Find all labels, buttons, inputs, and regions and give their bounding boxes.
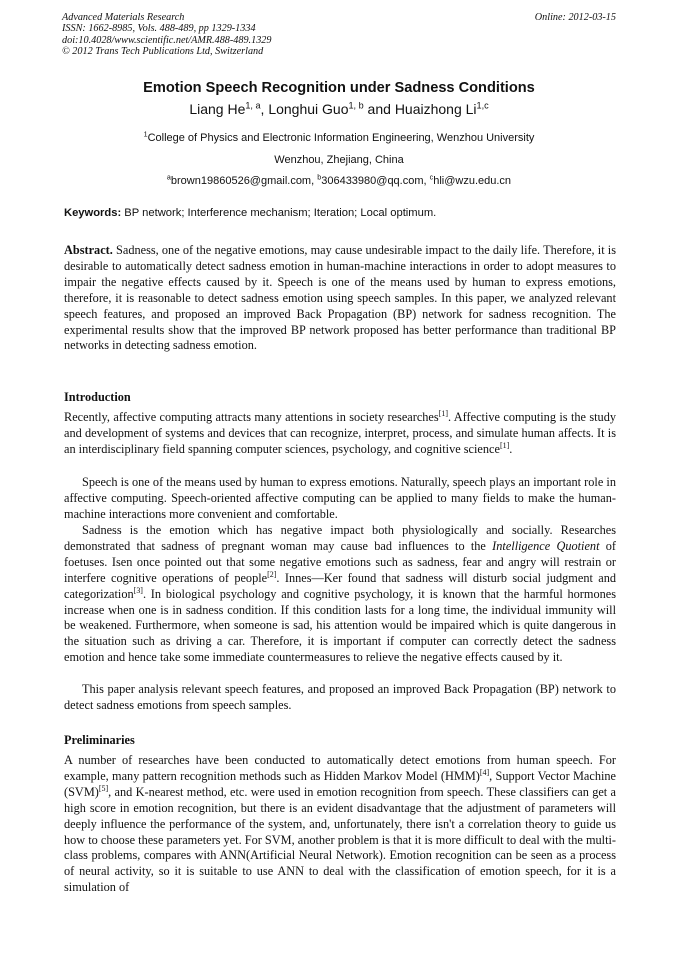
email-sup: a <box>166 173 171 182</box>
text-run: A number of researches have been conducted to automatically detect emotions from human speech. For example, many pattern recognition methods such as Hidden Markov Model (HMM) <box>64 753 616 783</box>
affiliation-sup: 1 <box>143 130 148 139</box>
email-separator: , <box>311 175 318 187</box>
text-run: , and K-nearest method, etc. were used in emotion recognition from speech. These classifiers can get a high score in emotion recognition, but there is an evident disadvantage that the adjustment of parameters will deeply influence the performance of the system, and, unfortunately, there isn't a correlation theory to guide us how to choose these parameters yet. For SVM, another problem is that it is more difficult to deal with the multi-class problems, compares with ANN(Artificial Neural Network). Emotion recognition can be seen as a process of neural activity, so it is suitable to use ANN to deal with the classification of emotion speech, for it is a simulation of <box>64 784 616 895</box>
text-run: . <box>509 441 513 456</box>
author-sup: 1,c <box>476 100 489 111</box>
intro-paragraph-2: Speech is one of the means used by human to express emotions. Naturally, speech plays an important role in affective computing. Speech-oriented affective computing can be applied to many fields to make the human-machine interactions more convenient and comfortable. <box>64 475 616 521</box>
text-run: Sadness is the emotion which has negative impact both physiologically and socially. Researches demonstrated that sadness of pregnant woman may cause bad influences to the <box>64 523 616 553</box>
email-address: hli@wzu.edu.cn <box>433 175 512 187</box>
keywords-text: BP network; Interference mechanism; Iteration; Local optimum. <box>121 207 437 219</box>
affiliation-line <box>0 132 678 144</box>
keywords-label: Keywords: <box>64 207 122 219</box>
email-address: 306433980@qq.com <box>321 175 424 187</box>
intro-paragraph-1 <box>64 410 616 458</box>
paper-title: Emotion Speech Recognition under Sadness Conditions <box>143 80 535 96</box>
intro-paragraph-4: This paper analysis relevant speech features, and proposed an improved Back Propagation (BP) network to detect sadness emotions from speech samples. <box>64 682 616 712</box>
email-separator: , <box>423 175 430 187</box>
abstract-text: Sadness, one of the negative emotions, may cause undesirable impact to the daily life. Therefore, it is desirable to automatically detect sadness emotion in human-machine interactions in order to adopt measures to impair the negative effects caused by it. Speech is one of the means used by human to express emotions, therefore, it is reasonable to detect sadness emotion using speech samples. In this paper, we analyzed relevant speech features, and proposed an improved Back Propagation (BP) network for sadness recognition. The experimental results show that the improved BP network proposed has better performance than traditional BP networks in detecting sadness emotion. <box>64 243 616 353</box>
keywords <box>64 207 616 219</box>
emphasis: Intelligence Quotient <box>492 538 600 553</box>
author-sup: 1, b <box>348 100 364 111</box>
text-run: . In biological psychology and cognitive psychology, it is known that the harmful hormones increase when one is in sadness condition. If this condition lasts for a long time, the individual immunity will be weakened. Furthermore, when someone is sad, his attention would be impaired which is quite dangerous in the situation such as driving a car. Therefore, it is important if computer can correctly detect the sadness emotion and hence take some immediate countermeasures to relieve the negative effects caused by it. <box>64 586 616 665</box>
author-sup: 1, a <box>245 100 261 111</box>
author-separator: , <box>260 101 269 117</box>
text-run: of foetuses. Isen once pointed out that some negative emotions such as sadness, fear and angry will restrain or interfere cognitive operations of people <box>64 538 616 585</box>
abstract <box>64 243 616 354</box>
doi-line: doi:10.4028/www.scientific.net/AMR.488-489.1329 <box>62 34 272 46</box>
citation: [1] <box>499 440 510 450</box>
text-run: Recently, affective computing attracts many attentions in society researches <box>64 410 439 424</box>
journal-name: Advanced Materials Research <box>62 12 185 23</box>
citation: [2] <box>267 569 277 579</box>
citation: [1] <box>438 408 448 418</box>
text-run: . Affective computing is the study and development of systems and devices that can recognize, interpret, process, and simulate human affects. It is an interdisciplinary field spanning computer sciences, psychology, and cognitive science <box>64 410 616 456</box>
online-date: Online: 2012-03-15 <box>534 12 616 23</box>
author-line <box>0 101 678 117</box>
intro-paragraph-3 <box>64 523 616 666</box>
section-heading-preliminaries: Preliminaries <box>64 733 135 747</box>
author-name: Huaizhong Li <box>394 101 477 117</box>
affiliation-institution: College of Physics and Electronic Information Engineering, Wenzhou University <box>147 132 535 144</box>
author-name: Longhui Guo <box>268 101 349 117</box>
text-run: . Innes—Ker found that sadness will disturb social judgment and categorization <box>64 570 616 601</box>
citation: [3] <box>133 585 143 595</box>
email-sup: b <box>317 173 322 182</box>
preliminaries-paragraph-1 <box>64 753 616 896</box>
citation: [5] <box>98 783 109 793</box>
issn-line: ISSN: 1662-8985, Vols. 488-489, pp 1329-1334 <box>62 23 256 35</box>
citation: [4] <box>479 767 490 777</box>
text-run: , Support Vector Machine (SVM) <box>64 768 616 799</box>
copyright-line: © 2012 Trans Tech Publications Ltd, Switzerland <box>62 46 264 58</box>
abstract-label: Abstract. <box>64 243 113 257</box>
author-name: Liang He <box>189 101 246 117</box>
author-separator: and <box>363 101 395 117</box>
section-heading-introduction: Introduction <box>64 390 131 404</box>
email-sup: c <box>429 173 434 182</box>
affiliation-city: Wenzhou, Zhejiang, China <box>274 154 404 166</box>
email-address: brown19860526@gmail.com <box>170 175 312 187</box>
journal-header <box>62 12 616 58</box>
email-line <box>0 175 678 187</box>
